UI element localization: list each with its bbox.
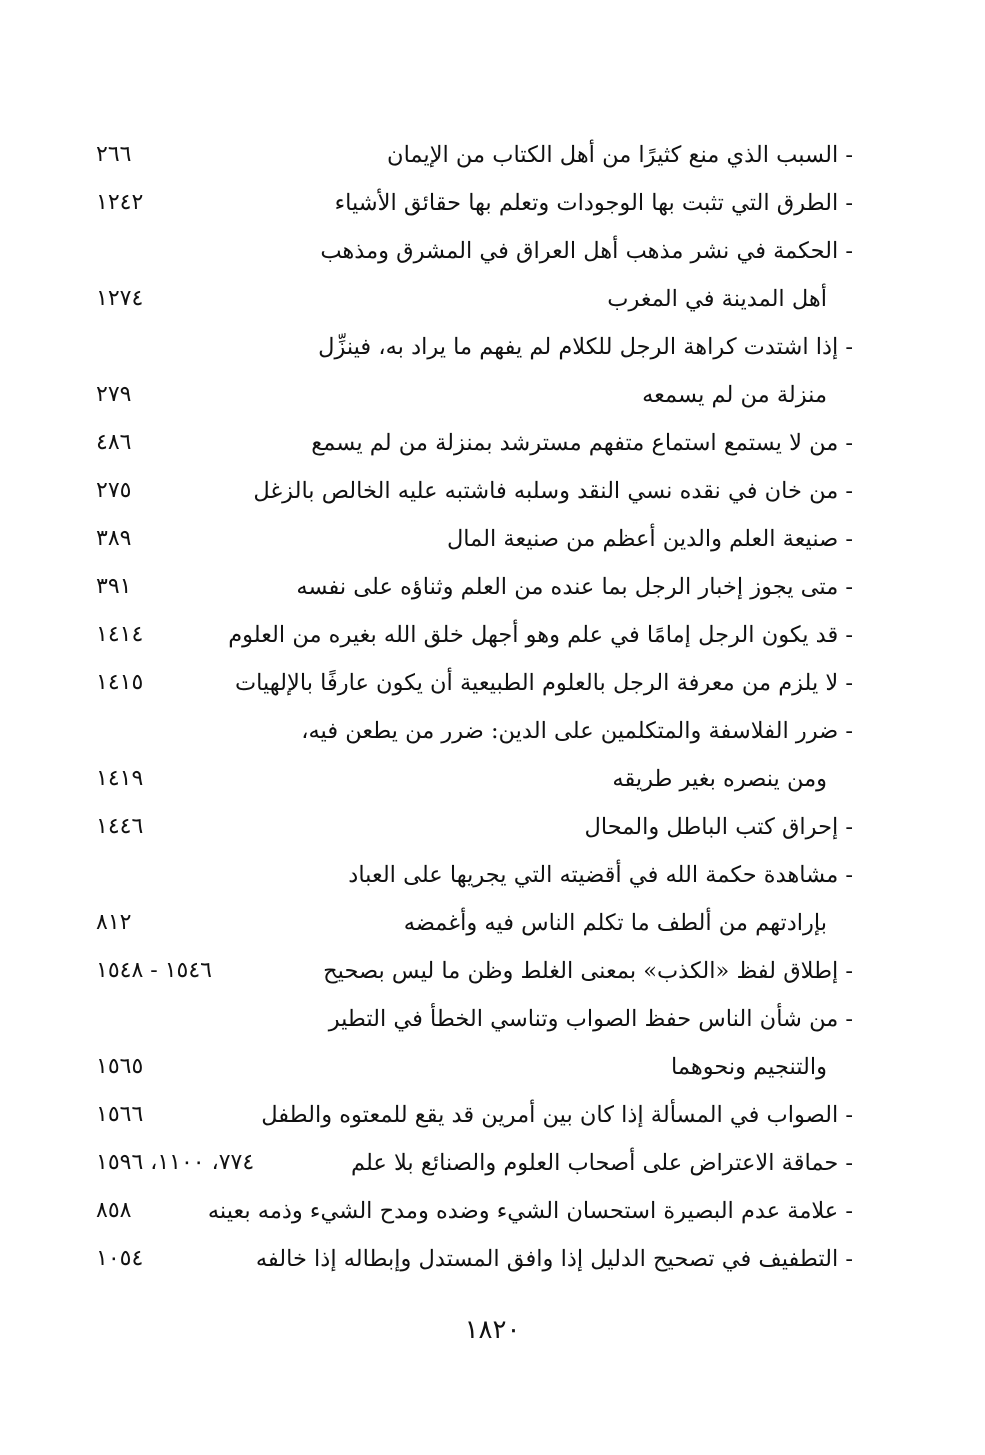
entry-page-ref: ١٤٤٦ — [96, 814, 144, 839]
entry-text: - الحكمة في نشر مذهب أهل العراق في المشرق ومذهب — [320, 238, 853, 264]
entry-page-ref: ٧٧٤، ١١٠٠، ١٥٩٦ — [96, 1150, 255, 1175]
entry-text: - مشاهدة حكمة الله في أقضيته التي يجريها على العباد — [348, 862, 853, 888]
index-entry — [96, 421, 853, 465]
index-entry — [96, 325, 853, 369]
index-entry-continuation — [96, 277, 853, 321]
index-entry — [96, 565, 853, 609]
index-entry — [96, 229, 853, 273]
entry-text: أهل المدينة في المغرب — [607, 286, 827, 312]
index-entry-continuation — [96, 757, 853, 801]
entry-page-ref: ١٠٥٤ — [96, 1246, 144, 1271]
index-entry — [96, 805, 853, 849]
entry-text: - الطرق التي تثبت بها الوجودات وتعلم بها حقائق الأشياء — [334, 190, 853, 216]
entry-text: ومن ينصره بغير طريقه — [612, 766, 827, 792]
index-entry — [96, 709, 853, 753]
index-entry — [96, 1189, 853, 1233]
entry-page-ref: ٨٥٨ — [96, 1198, 132, 1223]
entry-text: - صنيعة العلم والدين أعظم من صنيعة المال — [446, 526, 853, 552]
entry-page-ref: ١٤١٤ — [96, 622, 144, 647]
entry-text: - قد يكون الرجل إمامًا في علم وهو أجهل خلق الله بغيره من العلوم — [228, 622, 853, 648]
entry-page-ref: ٣٩١ — [96, 574, 132, 599]
entry-text: - التطفيف في تصحيح الدليل إذا وافق المستدل وإبطاله إذا خالفه — [255, 1246, 853, 1272]
index-entry — [96, 949, 853, 993]
entry-page-ref: ٨١٢ — [96, 910, 132, 935]
entry-text: - من شأن الناس حفظ الصواب وتناسي الخطأ في التطير — [328, 1006, 853, 1032]
entry-page-ref: ١٥٦٥ — [96, 1054, 144, 1079]
entry-text: - ضرر الفلاسفة والمتكلمين على الدين: ضرر من يطعن فيه، — [301, 718, 853, 744]
index-entry — [96, 1093, 853, 1137]
index-entry — [96, 181, 853, 225]
entry-text: - إحراق كتب الباطل والمحال — [584, 814, 853, 840]
entry-text: والتنجيم ونحوهما — [671, 1054, 827, 1080]
entry-text: - الصواب في المسألة إذا كان بين أمرين قد يقع للمعتوه والطفل — [261, 1102, 853, 1128]
entry-text: - إذا اشتدت كراهة الرجل للكلام لم يفهم ما يراد به، فينزِّل — [318, 334, 853, 360]
entry-text: - علامة عدم البصيرة استحسان الشيء وضده ومدح الشيء وذمه بعينه — [207, 1198, 853, 1224]
index-entry — [96, 133, 853, 177]
page-number: ١٨٢٠ — [464, 1315, 521, 1345]
index-entry-continuation — [96, 901, 853, 945]
entry-page-ref: ٢٧٩ — [96, 382, 132, 407]
entry-page-ref: ١٥٤٦ - ١٥٤٨ — [96, 958, 212, 983]
index-entry — [96, 661, 853, 705]
entry-page-ref: ٤٨٦ — [96, 430, 132, 455]
entry-page-ref: ٣٨٩ — [96, 526, 132, 551]
index-entry — [96, 853, 853, 897]
entry-page-ref: ١٢٧٤ — [96, 286, 144, 311]
index-entry-continuation — [96, 1045, 853, 1089]
index-entry — [96, 1141, 853, 1185]
entry-text: - من لا يستمع استماع متفهم مسترشد بمنزلة من لم يسمع — [311, 430, 853, 456]
index-entry — [96, 997, 853, 1041]
index-entry — [96, 517, 853, 561]
entry-page-ref: ١٤١٩ — [96, 766, 144, 791]
index-entry — [96, 469, 853, 513]
entry-page-ref: ١٥٦٦ — [96, 1102, 144, 1127]
index-entry — [96, 613, 853, 657]
index-entry-continuation — [96, 373, 853, 417]
entry-text: - السبب الذي منع كثيرًا من أهل الكتاب من الإيمان — [387, 142, 853, 168]
entry-text: - متى يجوز إخبار الرجل بما عنده من العلم وثناؤه على نفسه — [296, 574, 853, 600]
entry-page-ref: ٢٧٥ — [96, 478, 132, 503]
entry-text: - إطلاق لفظ «الكذب» بمعنى الغلط وظن ما ليس بصحيح — [323, 958, 853, 984]
entry-text: - لا يلزم من معرفة الرجل بالعلوم الطبيعية أن يكون عارفًا بالإلهيات — [234, 670, 853, 696]
entry-page-ref: ١٢٤٢ — [96, 190, 144, 215]
entry-page-ref: ١٤١٥ — [96, 670, 144, 695]
entry-text: منزلة من لم يسمعه — [642, 382, 827, 408]
entry-page-ref: ٢٦٦ — [96, 142, 132, 167]
index-entry — [96, 1237, 853, 1281]
entry-text: - من خان في نقده نسي النقد وسلبه فاشتبه عليه الخالص بالزغل — [253, 478, 853, 504]
entry-text: بإرادتهم من ألطف ما تكلم الناس فيه وأغمضه — [403, 910, 827, 936]
entry-text: - حماقة الاعتراض على أصحاب العلوم والصنائع بلا علم — [351, 1150, 853, 1176]
